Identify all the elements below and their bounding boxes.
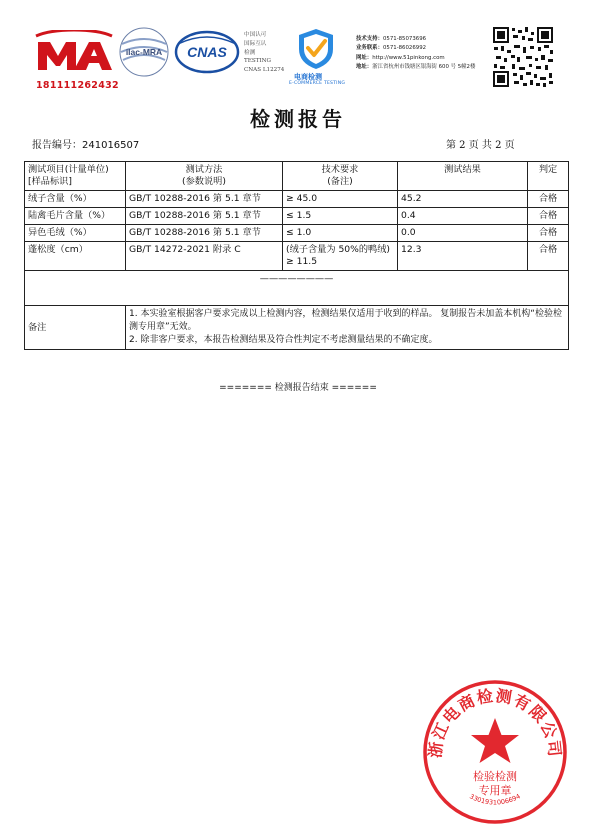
cell-method: GB/T 10288-2016 第 5.1 章节 bbox=[126, 191, 283, 208]
cell-result: 0.0 bbox=[398, 225, 528, 242]
cell-result: 0.4 bbox=[398, 208, 528, 225]
report-number: 报告编号：241016507 bbox=[32, 140, 140, 151]
table-row bbox=[25, 191, 569, 208]
cell-requirement: ≥ 45.0 bbox=[283, 191, 398, 208]
cell-item: 蓬松度（cm） bbox=[25, 242, 126, 271]
header-requirement: 技术要求 (备注) bbox=[283, 162, 398, 191]
seal-center-line1: 检验检测 bbox=[473, 770, 517, 783]
contact-business: 业务联系：0571-86026992 bbox=[356, 45, 427, 52]
header-method: 测试方法 (参数说明) bbox=[126, 162, 283, 191]
cell-result: 45.2 bbox=[398, 191, 528, 208]
cell-item: 陆禽毛片含量（%） bbox=[25, 208, 126, 225]
note-2: 2. 除非客户要求，本报告检测结果及符合性判定不考虑测量结果的不确定度。 bbox=[129, 335, 438, 345]
cell-requirement: ≤ 1.5 bbox=[283, 208, 398, 225]
cell-item: 绒子含量（%） bbox=[25, 191, 126, 208]
cell-result: 12.3 bbox=[398, 242, 528, 271]
cell-requirement: (绒子含量为 50%的鸭绒) ≥ 11.5 bbox=[283, 242, 398, 271]
header-item: 测试项目(计量单位) [样品标识] bbox=[25, 162, 126, 191]
contact-address: 地址：浙江省杭州市钱塘区银海街 600 号 5幢2楼 bbox=[356, 63, 476, 70]
seal-company-name: 浙江电商检测有限公司 bbox=[425, 685, 565, 759]
ma-serial: 181111262432 bbox=[36, 80, 119, 91]
note-1: 1. 本实验室根据客户要求完成以上检测内容，检测结果仅适用于收到的样品。 复制报告未加盖本机构“检验检测专用章”无效。 bbox=[129, 309, 562, 332]
seal-code: 3301931006694 bbox=[468, 792, 522, 807]
ilac-text: ilac-MRA bbox=[125, 47, 163, 57]
cell-verdict: 合格 bbox=[528, 191, 569, 208]
cell-item: 异色毛绒（%） bbox=[25, 225, 126, 242]
results-table bbox=[24, 161, 569, 350]
header-verdict: 判定 bbox=[528, 162, 569, 191]
contact-website: 网址：http://www.51pinkong.com bbox=[356, 54, 445, 61]
notes-content bbox=[126, 306, 569, 350]
cell-method: GB/T 10288-2016 第 5.1 章节 bbox=[126, 225, 283, 242]
table-header-row bbox=[25, 162, 569, 191]
report-end-marker: ======= 检测报告结束 ====== bbox=[219, 383, 377, 393]
cnas-logo-text: CNAS bbox=[187, 44, 227, 60]
qr-code-icon bbox=[492, 26, 554, 88]
seal-center-line2: 专用章 bbox=[478, 784, 512, 797]
cell-verdict: 合格 bbox=[528, 242, 569, 271]
seal-star-icon bbox=[471, 718, 519, 763]
cnas-logo bbox=[174, 30, 240, 74]
cell-requirement: ≤ 1.0 bbox=[283, 225, 398, 242]
table-row bbox=[25, 225, 569, 242]
page-title: 检测报告 bbox=[250, 107, 346, 131]
cell-verdict: 合格 bbox=[528, 208, 569, 225]
table-row bbox=[25, 208, 569, 225]
ecommerce-testing-en: E-COMMERCE TESTING bbox=[289, 81, 346, 86]
ecommerce-testing-label: 电商检测 bbox=[294, 73, 322, 81]
cell-method: GB/T 10288-2016 第 5.1 章节 bbox=[126, 208, 283, 225]
cnas-accreditation-text: 中国认可 国际互认 检测 TESTING CNAS L12274 bbox=[244, 32, 285, 74]
divider-line: ———————— bbox=[25, 271, 569, 306]
notes-label: 备注 bbox=[25, 306, 126, 350]
cell-verdict: 合格 bbox=[528, 225, 569, 242]
table-row bbox=[25, 242, 569, 271]
official-seal-stamp bbox=[421, 678, 569, 826]
cell-method: GB/T 14272-2021 附录 C bbox=[126, 242, 283, 271]
divider-row bbox=[25, 271, 569, 306]
contact-info bbox=[356, 35, 486, 72]
ecommerce-testing-shield-icon bbox=[296, 27, 336, 71]
notes-row bbox=[25, 306, 569, 350]
header-result: 测试结果 bbox=[398, 162, 528, 191]
page-indicator: 第 2 页 共 2 页 bbox=[446, 140, 515, 151]
ilac-mra-logo bbox=[117, 26, 171, 78]
contact-support: 技术支持：0571-85073696 bbox=[356, 36, 427, 42]
